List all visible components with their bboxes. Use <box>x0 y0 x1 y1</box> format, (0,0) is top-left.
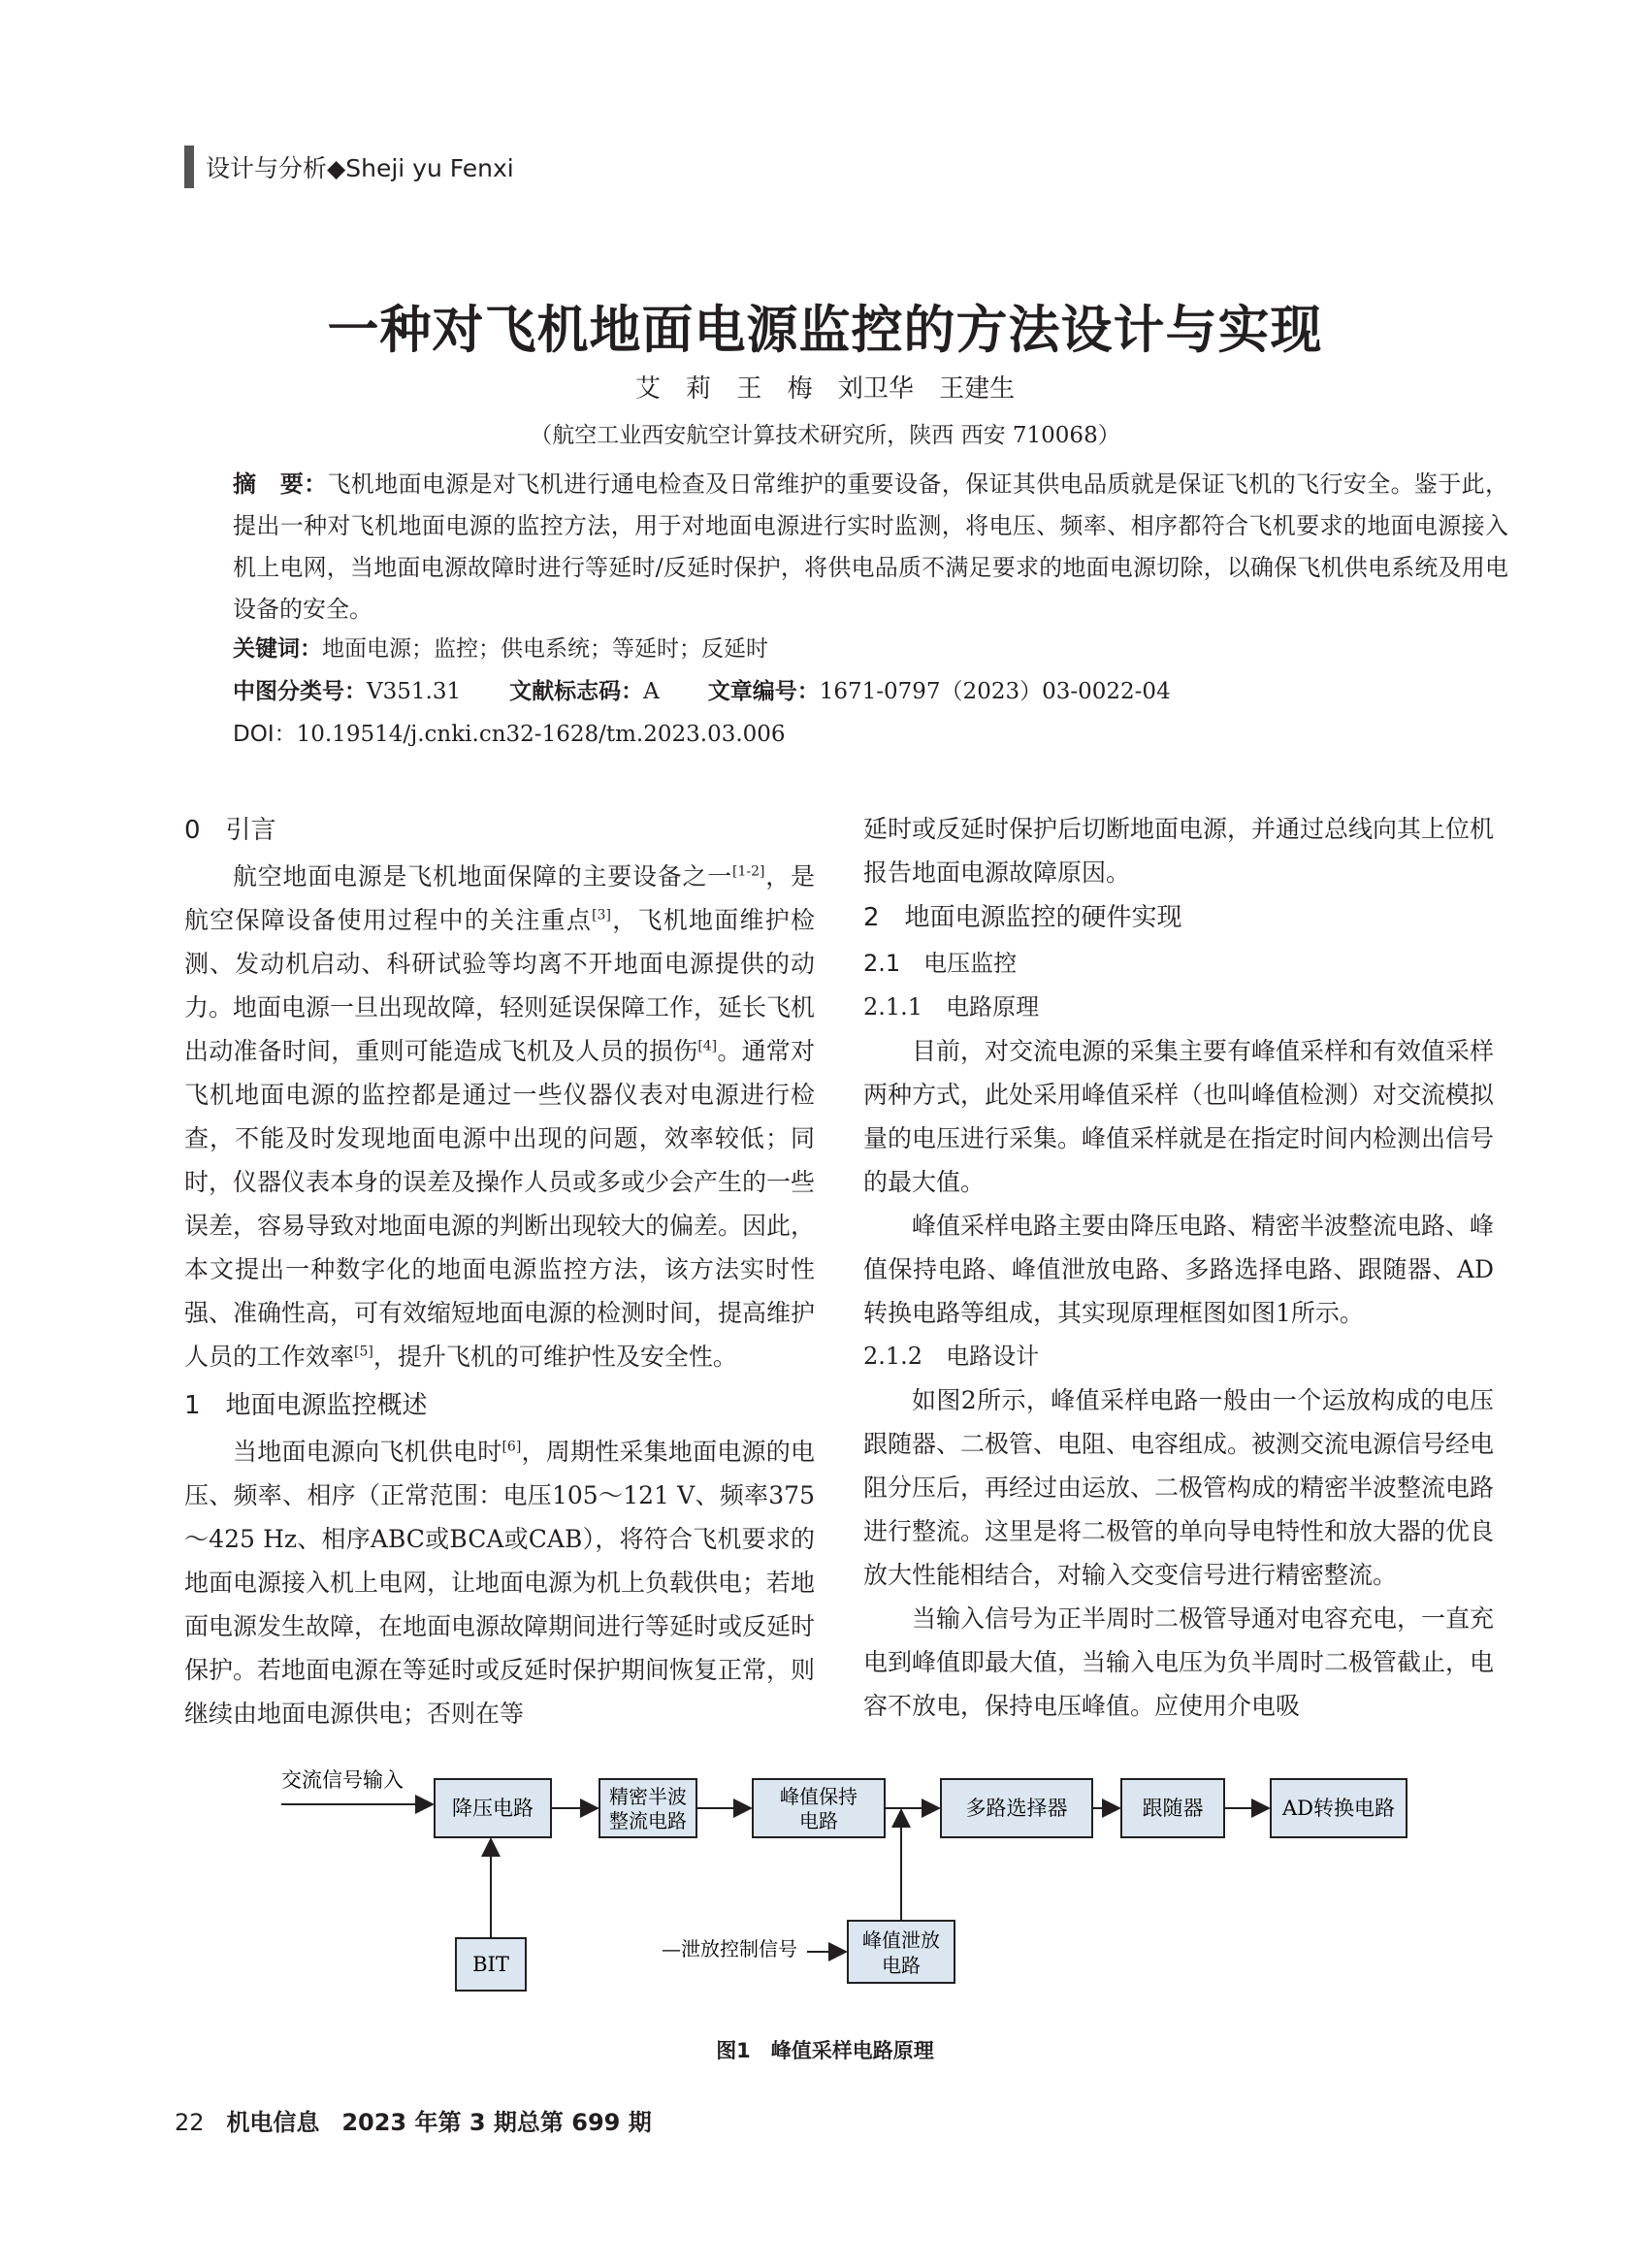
citation: [4] <box>697 1038 718 1054</box>
right-column <box>863 807 1494 1728</box>
page-number: 22 <box>175 2109 205 2136</box>
input-signal-label: 交流信号输入 <box>281 1768 404 1792</box>
section-2-1-heading: 2.1 电压监控 <box>863 950 1018 977</box>
section-2-1-1-heading: 2.1.1 电路原理 <box>863 993 1040 1021</box>
section-2-1-1-paragraph-1: 目前，对交流电源的采集主要有峰值采样和有效值采样两种方式，此处采用峰值采样（也叫峰值检测）对交流模拟量的电压进行采集。峰值采样就是在指定时间内检测出信号的最大值。 <box>863 1037 1495 1196</box>
peak-discharge-label-1: 峰值泄放 <box>862 1928 940 1952</box>
left-column <box>184 807 815 1735</box>
journal-name: 机电信息 <box>226 2109 320 2136</box>
text-run: ，飞机地面维护检测、发动机启动、科研试验等均离不开地面电源提供的动力。地面电源一旦出现故障，轻则延误保障工作，延长飞机出动准备时间，重则可能造成飞机及人员的损伤 <box>184 906 816 1065</box>
rectifier-label-2: 整流电路 <box>609 1809 687 1832</box>
discharge-control-label: —泄放控制信号 <box>662 1937 797 1960</box>
doi-text: 10.19514/j.cnki.cn32-1628/tm.2023.03.006 <box>296 722 786 747</box>
section-2-1-2-paragraph-2: 当输入信号为正半周时二极管导通对电容充电，一直充电到峰值即最大值，当输入电压为负半周时二极管截止，电容不放电，保持电压峰值。应使用介电吸 <box>863 1604 1495 1720</box>
follower-label: 跟随器 <box>1142 1797 1204 1820</box>
peak-hold-label-1: 峰值保持 <box>780 1785 857 1808</box>
citation: [6] <box>501 1439 522 1455</box>
text-run: ，提升飞机的可维护性及安全性。 <box>372 1343 737 1371</box>
authors: 艾 莉 王 梅 刘卫华 王建生 <box>634 374 1016 404</box>
doc-code-value: A <box>643 679 660 704</box>
header-bar <box>184 146 194 188</box>
keywords <box>233 631 768 663</box>
keywords-text: 地面电源；监控；供电系统；等延时；反延时 <box>322 636 768 662</box>
abstract-text: 飞机地面电源是对飞机进行通电检查及日常维护的重要设备，保证其供电品质就是保证飞机的飞行安全。鉴于此，提出一种对飞机地面电源的监控方法，用于对地面电源进行实时监测，将电压、频率、相序都符合飞机要求的地面电源接入机上电网，当地面电源故障时进行等延时/反延时保护，将供电品质不满足要求的地面电源切除，以确保飞机供电系统及用电设备的安全。 <box>233 470 1508 623</box>
figure-1-caption: 图1 峰值采样电路原理 <box>716 2039 934 2062</box>
rectifier-label-1: 精密半波 <box>609 1785 687 1808</box>
bit-label: BIT <box>472 1953 509 1976</box>
text-run: 当地面电源向飞机供电时 <box>233 1438 502 1466</box>
text-run: 航空地面电源是飞机地面保障的主要设备之一 <box>233 862 733 891</box>
article-no-value: 1671-0797（2023）03-0022-04 <box>819 679 1171 704</box>
citation: [5] <box>354 1344 373 1360</box>
affiliation: （航空工业西安航空计算技术研究所，陕西 西安 710068） <box>530 423 1120 448</box>
abstract-label: 摘 要： <box>233 470 328 498</box>
section-2-1-2-paragraph-1: 如图2所示，峰值采样电路一般由一个运放构成的电压跟随器、二极管、电阻、电容组成。被测交流电源信号经电阻分压后，再经过由运放、二极管构成的精密半波整流电路进行整流。这里是将二极管的单向导电特性和放大器的优良放大性能相结合，对输入交变信号进行精密整流。 <box>863 1386 1495 1589</box>
step-down-label: 降压电路 <box>452 1797 534 1820</box>
issue-info: 2023 年第 3 期总第 699 期 <box>341 2109 652 2136</box>
text-run: ，是航空保障设备使用过程中的关注重点 <box>184 862 815 934</box>
section-1-paragraph <box>184 1430 815 1735</box>
classification-line <box>233 673 1171 705</box>
header-text: 设计与分析◆Sheji yu Fenxi <box>206 154 514 182</box>
text-run: 。通常对飞机地面电源的监控都是通过一些仪器仪表对电源进行检查，不能及时发现地面电源中出现的问题，效率较低；同时，仪器仪表本身的误差及操作人员或多或少会产生的一些误差，容易导致对地面电源的判断出现较大的偏差。因此，本文提出一种数字化的地面电源监控方法，该方法实时性强、准确性高，可有效缩短地面电源的检测时间，提高维护人员的工作效率 <box>184 1037 816 1371</box>
section-0-heading: 0 引言 <box>184 816 276 845</box>
doc-code-label: 文献标志码： <box>509 679 644 704</box>
text-run: ，周期性采集地面电源的电压、频率、相序（正常范围：电压105～121 V、频率375～425 Hz、相序ABC或BCA或CAB），将符合飞机要求的地面电源接入机上电网，让地面电源为机上负载供电；若地面电源发生故障，在地面电源故障期间进行等延时或反延时保护。若地面电源在等延时或反延时保护期间恢复正常，则继续由地面电源供电；否则在等 <box>184 1438 816 1728</box>
abstract <box>233 464 1508 631</box>
section-2-heading: 2 地面电源监控的硬件实现 <box>863 903 1182 932</box>
clc-label: 中图分类号： <box>233 679 367 704</box>
section-0-paragraph <box>184 855 815 1378</box>
peak-discharge-label-2: 电路 <box>882 1954 921 1977</box>
section-1-heading: 1 地面电源监控概述 <box>184 1391 428 1420</box>
paper-title: 一种对飞机地面电源监控的方法设计与实现 <box>327 301 1323 360</box>
mux-label: 多路选择器 <box>965 1797 1068 1820</box>
citation: [3] <box>592 907 611 923</box>
keywords-label: 关键词： <box>233 636 322 662</box>
peak-hold-label-2: 电路 <box>799 1809 838 1832</box>
section-2-1-1-paragraph-2: 峰值采样电路主要由降压电路、精密半波整流电路、峰值保持电路、峰值泄放电路、多路选择电路、跟随器、AD转换电路等组成，其实现原理框图如图1所示。 <box>863 1212 1495 1327</box>
doi-line <box>233 716 786 748</box>
clc-value: V351.31 <box>367 679 462 704</box>
page-footer <box>175 2103 652 2137</box>
ad-converter-label: AD转换电路 <box>1281 1797 1396 1820</box>
running-header <box>184 146 514 188</box>
section-2-1-2-heading: 2.1.2 电路设计 <box>863 1343 1040 1370</box>
doi-label: DOI： <box>233 722 297 747</box>
continued-paragraph: 延时或反延时保护后切断地面电源，并通过总线向其上位机报告地面电源故障原因。 <box>863 815 1495 887</box>
figure-1-diagram <box>272 1766 1436 2027</box>
citation: [1-2] <box>732 863 765 880</box>
article-no-label: 文章编号： <box>707 679 820 704</box>
